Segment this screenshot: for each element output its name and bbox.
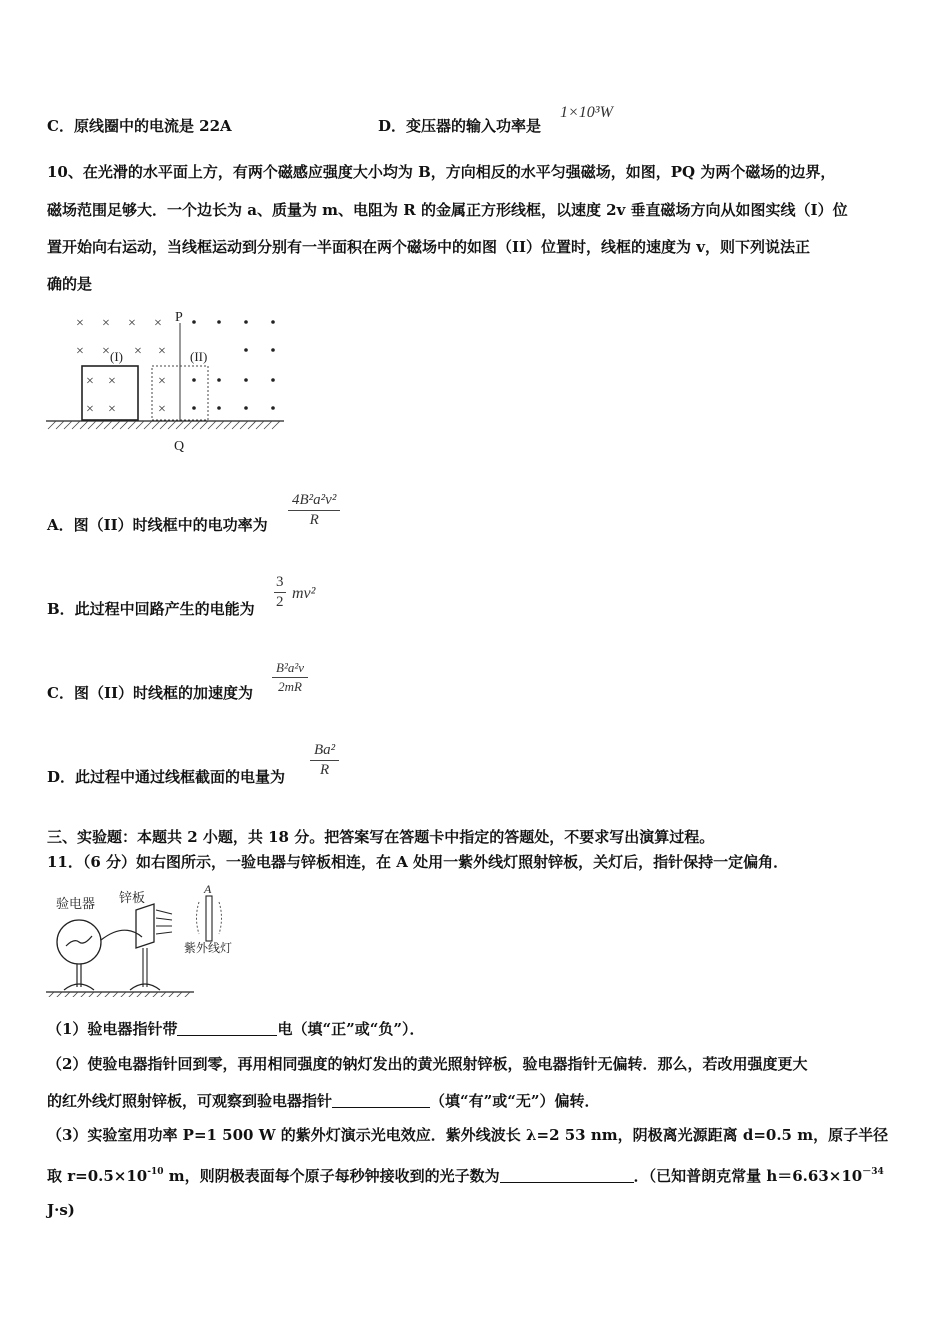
q11-part2-line1: （2）使验电器指针回到零，再用相同强度的钠灯发出的黄光照射锌板，验电器指针无偏转．那么，若改用强度更大 xyxy=(47,1055,808,1073)
q10-option-d-formula xyxy=(310,742,339,779)
svg-text:×: × xyxy=(76,344,84,359)
ground-hatch xyxy=(48,421,280,429)
section3-header: 三、实验题：本题共 2 小题，共 18 分。把答案写在答题卡中指定的答题处，不要求写出演算过程。 xyxy=(47,828,715,846)
q10-stem-line4: 确的是 xyxy=(47,275,93,293)
q10-option-a-formula xyxy=(288,492,340,529)
zinc-plate xyxy=(136,904,154,948)
exponent-1: -10 xyxy=(147,1167,164,1177)
magnetic-field-figure xyxy=(44,305,289,455)
q10-option-a: A．图（II）时线框中的电功率为 xyxy=(47,516,268,534)
q11-part3-suffix: ．（已知普朗克常量 h＝6.63×10 xyxy=(633,1167,863,1185)
q11-part3-line2 xyxy=(47,1162,884,1186)
q11-part1 xyxy=(47,1019,424,1039)
q10-stem-line2: 磁场范围足够大．一个边长为 a、质量为 m、电阻为 R 的金属正方形线框，以速度 2v 垂直磁场方向从如图实线（I）位 xyxy=(47,201,848,219)
formula-denominator: 2 xyxy=(276,594,284,610)
answer-blank-2[interactable] xyxy=(332,1093,430,1108)
svg-text:×: × xyxy=(108,402,116,417)
label-electroscope: 验电器 xyxy=(56,896,96,911)
exponent-2: －34 xyxy=(862,1167,884,1177)
q9-option-d-value: 1×10³W xyxy=(560,104,613,121)
formula-denominator: R xyxy=(309,512,319,528)
label-p: P xyxy=(175,310,183,325)
q10-option-b: B．此过程中回路产生的电能为 xyxy=(47,600,255,618)
label-uv-lamp: 紫外线灯 xyxy=(184,941,233,955)
q11-part1-suffix: 电（填“正”或“负”）． xyxy=(277,1020,425,1038)
q11-part2-suffix: （填“有”或“无”）偏转． xyxy=(430,1092,600,1110)
electroscope-needle xyxy=(66,936,92,946)
formula-numerator: Ba² xyxy=(314,742,336,758)
svg-text:×: × xyxy=(108,374,116,389)
svg-text:×: × xyxy=(102,316,110,331)
svg-text:×: × xyxy=(134,344,142,359)
q11-part1-prefix: （1）验电器指针带 xyxy=(47,1020,178,1038)
q10-option-b-tail: mv² xyxy=(292,585,316,602)
q11-part3-prefix: 取 r=0.5×10 xyxy=(47,1167,148,1185)
svg-text:×: × xyxy=(158,374,166,389)
label-q: Q xyxy=(174,439,185,454)
q11-part2-prefix: 的红外线灯照射锌板，可观察到验电器指针 xyxy=(47,1092,333,1110)
svg-text:×: × xyxy=(102,344,110,359)
q9-option-d-label: D．变压器的输入功率是 xyxy=(378,117,542,135)
label-ii: (II) xyxy=(190,349,208,364)
svg-text:×: × xyxy=(86,374,94,389)
label-i: (I) xyxy=(110,349,123,364)
q10-stem-line3: 置开始向右运动，当线框运动到分别有一半面积在两个磁场中的如图（II）位置时，线框的速度为 v，则下列说法正 xyxy=(47,238,810,256)
formula-numerator: B²a²v xyxy=(276,660,305,675)
electroscope-figure xyxy=(44,882,254,997)
svg-text:×: × xyxy=(128,316,136,331)
light-rays xyxy=(156,910,172,934)
svg-text:×: × xyxy=(86,402,94,417)
uv-lamp xyxy=(206,896,212,941)
formula-numerator: 3 xyxy=(276,574,284,590)
dot-field-marks xyxy=(192,320,275,410)
q10-option-c: C．图（II）时线框的加速度为 xyxy=(47,684,253,702)
q11-part3-line3: J·s) xyxy=(47,1201,75,1219)
formula-numerator: 4B²a²v² xyxy=(292,492,337,508)
answer-blank-3[interactable] xyxy=(500,1168,634,1183)
q10-option-c-formula xyxy=(272,660,308,695)
svg-text:×: × xyxy=(76,316,84,331)
q11-part2-line2 xyxy=(47,1091,600,1111)
q11-part3-line1: （3）实验室用功率 P=1 500 W 的紫外灯演示光电效应．紫外线波长 λ=2 53 nm，阴极离光源距离 d=0.5 m，原子半径 xyxy=(47,1126,889,1144)
label-a: A xyxy=(204,882,212,896)
label-zinc-plate: 锌板 xyxy=(119,890,146,905)
svg-text:×: × xyxy=(154,316,162,331)
svg-text:×: × xyxy=(158,344,166,359)
q10-option-b-fraction xyxy=(274,574,286,611)
q10-stem-line1: 10、在光滑的水平面上方，有两个磁感应强度大小均为 B，方向相反的水平匀强磁场，如图，PQ 为两个磁场的边界， xyxy=(47,163,836,181)
q9-option-c: C．原线圈中的电流是 22A xyxy=(47,117,232,135)
svg-text:×: × xyxy=(158,402,166,417)
answer-blank-1[interactable] xyxy=(177,1021,277,1036)
formula-denominator: 2mR xyxy=(278,679,302,694)
q11-part3-mid: m，则阴极表面每个原子每秒钟接收到的光子数为 xyxy=(163,1167,500,1185)
q10-option-d: D．此过程中通过线框截面的电量为 xyxy=(47,768,286,786)
q11-stem: 11．（6 分）如右图所示，一验电器与锌板相连，在 A 处用一紫外线灯照射锌板，关灯后，指针保持一定偏角． xyxy=(47,853,789,871)
formula-denominator: R xyxy=(320,762,330,778)
